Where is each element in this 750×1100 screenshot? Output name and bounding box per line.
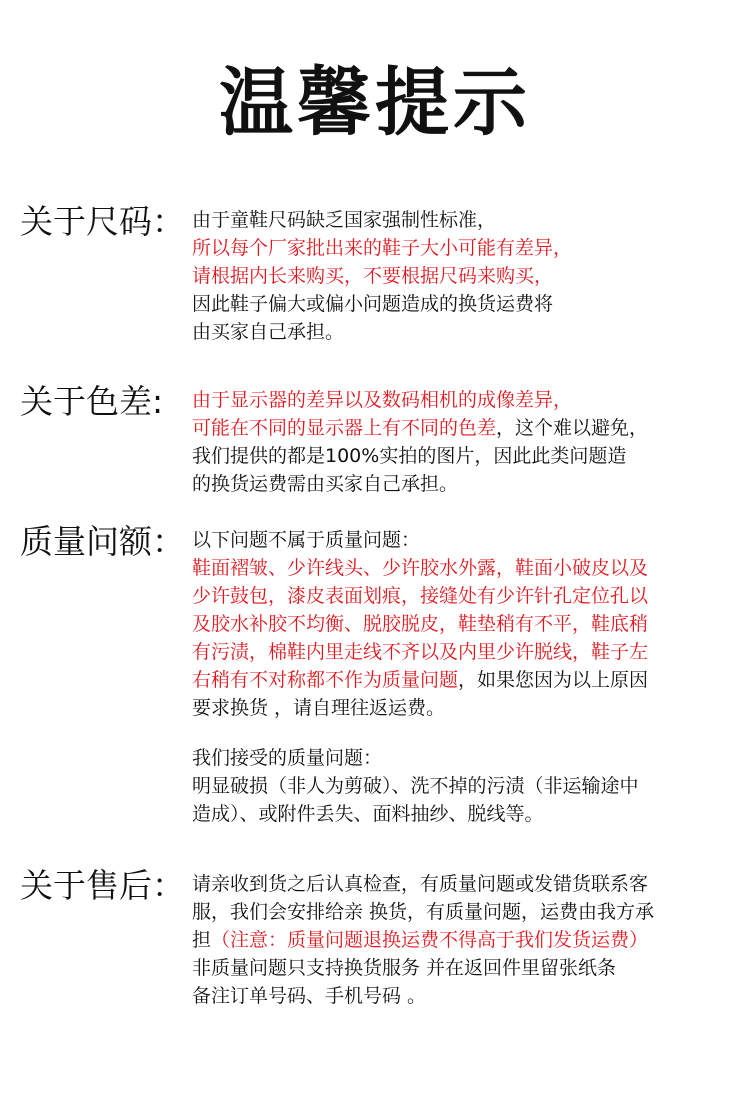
text-segment: ，如果您因为以上原因 <box>458 669 649 691</box>
text-segment: 由于童鞋尺码缺乏国家强制性标准， <box>192 209 497 231</box>
text-segment: 担 <box>192 929 212 951</box>
text-line <box>192 442 732 470</box>
text-segment: 我们提供的都是100%实拍的图片，因此此类问题造 <box>192 445 627 467</box>
text-line <box>192 318 732 346</box>
highlighted-text: 由于显示器的差异以及数码相机的成像差异， <box>192 389 573 411</box>
text-line <box>192 982 732 1010</box>
highlighted-text: 所以每个厂家批出来的鞋子大小可能有差异， <box>192 237 573 259</box>
highlighted-text: 请根据内长来购买，不要根据尺码来购买， <box>192 265 554 287</box>
text-line <box>192 526 732 554</box>
section-body <box>192 386 732 498</box>
section-body <box>192 206 732 346</box>
text-line <box>192 234 732 262</box>
section-body <box>192 870 732 1010</box>
page-title: 温馨提示 <box>219 60 531 146</box>
text-line <box>192 800 732 828</box>
text-segment: 要求换货 ，请自理往返运费。 <box>192 697 446 719</box>
section-label: 质量问额： <box>20 522 185 561</box>
text-segment: 由买家自己承担。 <box>192 321 345 343</box>
text-line <box>192 386 732 414</box>
section-label: 关于尺码： <box>20 202 185 241</box>
text-line <box>192 610 732 638</box>
text-line <box>192 582 732 610</box>
section-label: 关于售后： <box>20 866 185 905</box>
highlighted-text: 有污渍，棉鞋内里走线不齐以及内里少许脱线，鞋子左 <box>192 641 649 663</box>
text-line <box>192 290 732 318</box>
text-line <box>192 926 732 954</box>
text-line <box>192 744 732 772</box>
text-line <box>192 772 732 800</box>
text-line <box>192 954 732 982</box>
text-segment: 我们接受的质量问题： <box>192 747 383 769</box>
section-body <box>192 526 732 828</box>
text-line <box>192 206 732 234</box>
highlighted-text: 少许鼓包，漆皮表面划痕，接缝处有少许针孔定位孔以 <box>192 585 649 607</box>
text-line <box>192 898 732 926</box>
text-line <box>192 414 732 442</box>
text-segment: 造成）、或附件丢失、面料抽纱、脱线等。 <box>192 803 544 825</box>
text-segment: 请亲收到货之后认真检查，有质量问题或发错货联系客 <box>192 873 649 895</box>
text-segment: 非质量问题只支持换货服务 并在返回件里留张纸条 <box>192 957 617 979</box>
highlighted-text: （注意：质量问题退换运费不得高于我们发货运费） <box>211 929 649 951</box>
highlighted-text: 鞋面褶皱、少许线头、少许胶水外露，鞋面小破皮以及 <box>192 557 649 579</box>
text-segment: 以下问题不属于质量问题： <box>192 529 421 551</box>
highlighted-text: 及胶水补胶不均衡、脱胶脱皮，鞋垫稍有不平，鞋底稍 <box>192 613 649 635</box>
text-segment: 因此鞋子偏大或偏小问题造成的换货运费将 <box>192 293 554 315</box>
text-segment: 的换货运费需由买家自己承担。 <box>192 473 459 495</box>
highlighted-text: 右稍有不对称都不作为质量问题 <box>192 669 459 691</box>
text-line <box>192 694 732 722</box>
text-line <box>192 470 732 498</box>
text-line <box>192 262 732 290</box>
text-segment: ，这个难以避免， <box>496 417 649 439</box>
text-segment: 明显破损（非人为剪破）、洗不掉的污渍（非运输途中 <box>192 775 639 797</box>
text-line <box>192 870 732 898</box>
section-label: 关于色差: <box>20 382 164 421</box>
highlighted-text: 可能在不同的显示器上有不同的色差 <box>192 417 497 439</box>
text-line <box>192 638 732 666</box>
paragraph-gap <box>192 722 732 744</box>
text-segment: 备注订单号码、手机号码 。 <box>192 985 427 1007</box>
text-segment: 服，我们会安排给亲 换货，有质量问题，运费由我方承 <box>192 901 655 923</box>
text-line <box>192 666 732 694</box>
text-line <box>192 554 732 582</box>
